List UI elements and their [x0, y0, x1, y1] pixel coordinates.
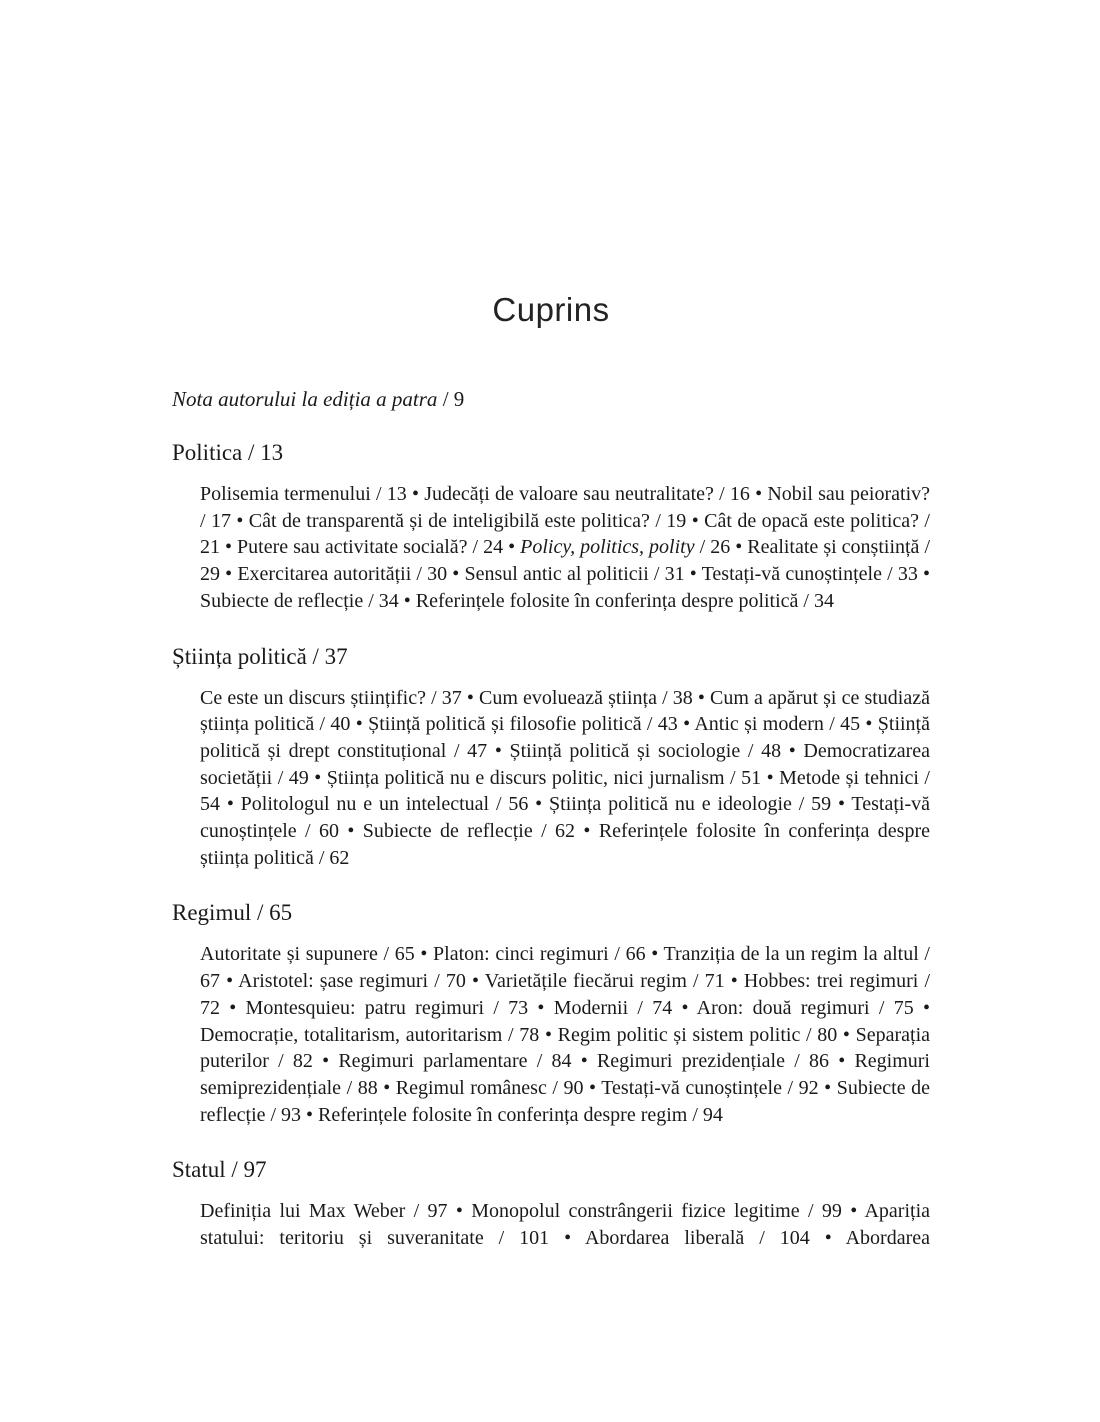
section-heading-politica: Politica / 13 — [172, 440, 284, 465]
toc-section-regimul — [172, 899, 930, 1128]
toc-section-politica — [172, 439, 930, 615]
section-heading-regimul: Regimul / 65 — [172, 900, 293, 926]
entry-text: Ce este un discurs științific? / 37 • Cum evoluează știința / 38 • Cum a apărut și ce studiază știința politică / 40 • Știință politică și filosofie politică / 43 • Antic și modern / 45 • Știință politică și drept constituțional / 47 • Știință politică și sociologie / 48 • Democratizarea societății / 49 • Știința politică nu e discurs politic, nici jurnalism / 51 • Metode și tehnici / 54 • Politologul nu e un intelectual / 56 • Știința politică nu e ideologie / 59 • Testați-vă cunoștințele / 60 • Subiecte de reflecție / 62 • Referințele folosite în conferința despre știința politică / 62 — [200, 686, 930, 869]
entry-text: Autoritate și supunere / 65 • Platon: cinci regimuri / 66 • Tranziția de la un regim la altul / 67 • Aristotel: șase regimuri / 70 • Varietățile fiecărui regim / 71 • Hobbes: trei regimuri / 72 • Montesquieu: patru regimuri / 73 • Modernii / 74 • Aron: două regimuri / 75 • Democrație, totalitarism, autoritarism / 78 • Regim politic și sistem politic / 80 • Separația puterilor / 82 • Regimuri parlamentare / 84 • Regimuri prezidențiale / 86 • Regimuri semiprezidențiale / 88 • Regimul românesc / 90 • Testați-vă cunoștințele / 92 • Subiecte de reflecție / 93 • Referințele folosite în conferința despre regim / 94 — [200, 943, 930, 1126]
entry-text: Polisemia termenului / 13 • Judecăți de valoare sau neutralitate? / 16 • Nobil sau peiorativ? / 17 • Cât de transparentă și de inteligibilă este politica? / 19 • Cât de opacă este politica? / 21 • Putere sau activitate socială? / 24 • — [200, 483, 930, 559]
entry-text-italic: Nota autorului la ediția a patra — [172, 387, 438, 411]
entry-text-italic: Policy, politics, polity — [520, 536, 695, 559]
entry-text: / 26 • Realitate și conștiință / 29 • Exercitarea autorității / 30 • Sensul antic al politicii / 31 • Testați-vă cunoștințele / 33 • Subiecte de reflecție / 34 • Referințele folosite în conferința despre politică / 34 — [200, 536, 931, 612]
section-entries-stiinta-politica — [200, 685, 930, 872]
section-heading-stiinta-politica: Știința politică / 37 — [172, 643, 348, 669]
toc-section-statul — [172, 1156, 930, 1251]
section-entries-regimul — [200, 941, 930, 1128]
entry-text: / 9 — [437, 387, 465, 411]
section-entries-statul — [200, 1198, 930, 1251]
page-title: Cuprins — [492, 291, 610, 328]
front-matter-entry — [172, 386, 930, 412]
entry-text: Definiția lui Max Weber / 97 • Monopolul constrângerii fizice legitime / 99 • Apariția statului: teritoriu și suveranitate / 101 • Abordarea liberală / 104 • Abordarea — [200, 1200, 930, 1250]
section-heading-statul: Statul / 97 — [172, 1157, 267, 1183]
toc-section-stiinta-politica — [172, 643, 930, 872]
section-entries-politica — [200, 481, 930, 615]
